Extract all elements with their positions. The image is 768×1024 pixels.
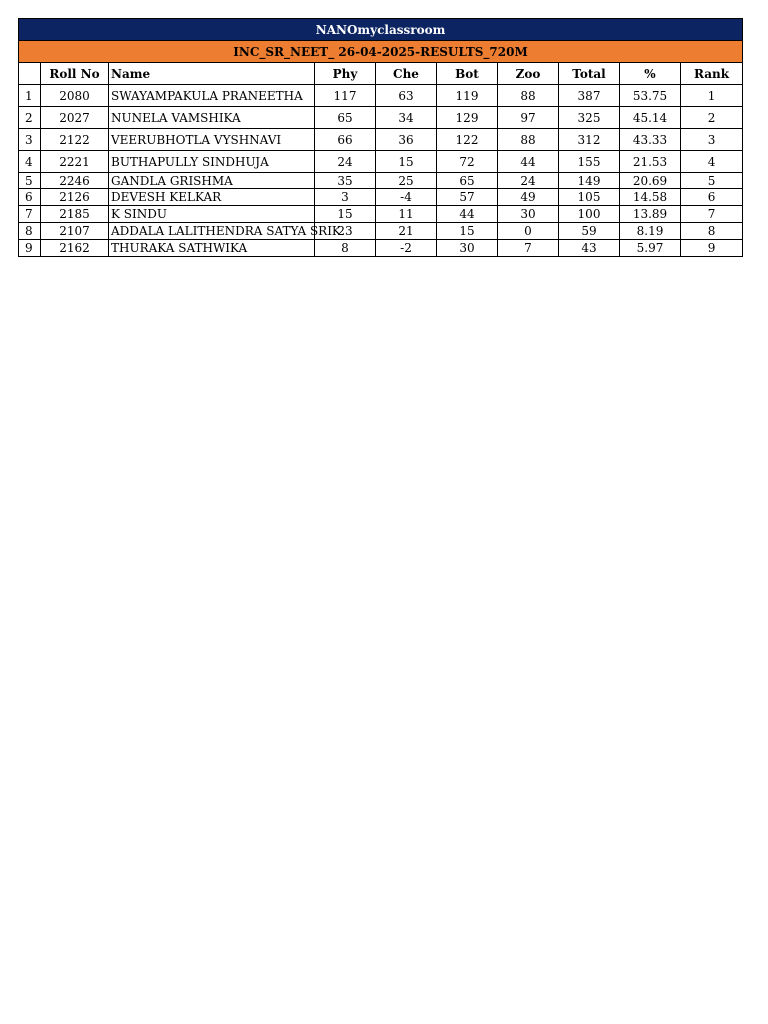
bot-cell: 119 <box>437 85 498 107</box>
bot-cell: 15 <box>437 223 498 240</box>
row-index: 2 <box>19 107 41 129</box>
name-cell: DEVESH KELKAR <box>109 189 315 206</box>
name-cell: K SINDU <box>109 206 315 223</box>
table-row <box>19 206 743 223</box>
bot-cell: 129 <box>437 107 498 129</box>
roll-no-cell: 2246 <box>41 173 109 189</box>
total-cell: 312 <box>559 129 620 151</box>
name-cell: GANDLA GRISHMA <box>109 173 315 189</box>
che-cell: -4 <box>376 189 437 206</box>
table-row <box>19 129 743 151</box>
rank-cell: 4 <box>681 151 743 173</box>
column-header-bot: Bot <box>437 63 498 85</box>
percent-cell: 45.14 <box>620 107 681 129</box>
roll-no-cell: 2080 <box>41 85 109 107</box>
column-header-percent: % <box>620 63 681 85</box>
bot-cell: 72 <box>437 151 498 173</box>
column-header-name: Name <box>109 63 315 85</box>
rank-cell: 9 <box>681 240 743 257</box>
che-cell: 34 <box>376 107 437 129</box>
column-header-phy: Phy <box>315 63 376 85</box>
rank-cell: 5 <box>681 173 743 189</box>
total-cell: 43 <box>559 240 620 257</box>
roll-no-cell: 2162 <box>41 240 109 257</box>
column-header-index <box>19 63 41 85</box>
roll-no-cell: 2185 <box>41 206 109 223</box>
name-cell: ADDALA LALITHENDRA SATYA SRIK <box>109 223 315 240</box>
total-cell: 100 <box>559 206 620 223</box>
rank-cell: 8 <box>681 223 743 240</box>
zoo-cell: 88 <box>498 85 559 107</box>
table-row <box>19 85 743 107</box>
bot-cell: 30 <box>437 240 498 257</box>
total-cell: 155 <box>559 151 620 173</box>
column-header-rank: Rank <box>681 63 743 85</box>
che-cell: 63 <box>376 85 437 107</box>
zoo-cell: 49 <box>498 189 559 206</box>
row-index: 9 <box>19 240 41 257</box>
column-header-roll-no: Roll No <box>41 63 109 85</box>
rank-cell: 3 <box>681 129 743 151</box>
table-row <box>19 151 743 173</box>
table-row <box>19 173 743 189</box>
bot-cell: 44 <box>437 206 498 223</box>
che-cell: 11 <box>376 206 437 223</box>
che-cell: 25 <box>376 173 437 189</box>
phy-cell: 8 <box>315 240 376 257</box>
total-cell: 387 <box>559 85 620 107</box>
bot-cell: 65 <box>437 173 498 189</box>
zoo-cell: 88 <box>498 129 559 151</box>
table-row <box>19 240 743 257</box>
phy-cell: 65 <box>315 107 376 129</box>
row-index: 1 <box>19 85 41 107</box>
percent-cell: 5.97 <box>620 240 681 257</box>
row-index: 8 <box>19 223 41 240</box>
phy-cell: 15 <box>315 206 376 223</box>
bot-cell: 57 <box>437 189 498 206</box>
roll-no-cell: 2122 <box>41 129 109 151</box>
sheet-title: NANOmyclassroom <box>19 19 743 41</box>
percent-cell: 21.53 <box>620 151 681 173</box>
phy-cell: 23 <box>315 223 376 240</box>
zoo-cell: 44 <box>498 151 559 173</box>
name-cell: THURAKA SATHWIKA <box>109 240 315 257</box>
che-cell: -2 <box>376 240 437 257</box>
rank-cell: 6 <box>681 189 743 206</box>
phy-cell: 3 <box>315 189 376 206</box>
name-cell: SWAYAMPAKULA PRANEETHA <box>109 85 315 107</box>
bot-cell: 122 <box>437 129 498 151</box>
rank-cell: 7 <box>681 206 743 223</box>
column-header-row <box>19 63 743 85</box>
table-row <box>19 189 743 206</box>
roll-no-cell: 2027 <box>41 107 109 129</box>
row-index: 4 <box>19 151 41 173</box>
total-cell: 105 <box>559 189 620 206</box>
che-cell: 36 <box>376 129 437 151</box>
phy-cell: 117 <box>315 85 376 107</box>
sheet-subtitle: INC_SR_NEET_ 26-04-2025-RESULTS_720M <box>19 41 743 63</box>
roll-no-cell: 2221 <box>41 151 109 173</box>
total-cell: 59 <box>559 223 620 240</box>
percent-cell: 20.69 <box>620 173 681 189</box>
name-cell: BUTHAPULLY SINDHUJA <box>109 151 315 173</box>
zoo-cell: 97 <box>498 107 559 129</box>
column-header-total: Total <box>559 63 620 85</box>
zoo-cell: 0 <box>498 223 559 240</box>
zoo-cell: 24 <box>498 173 559 189</box>
row-index: 3 <box>19 129 41 151</box>
column-header-zoo: Zoo <box>498 63 559 85</box>
che-cell: 21 <box>376 223 437 240</box>
rank-cell: 1 <box>681 85 743 107</box>
name-cell: VEERUBHOTLA VYSHNAVI <box>109 129 315 151</box>
phy-cell: 66 <box>315 129 376 151</box>
roll-no-cell: 2107 <box>41 223 109 240</box>
table-row <box>19 107 743 129</box>
rank-cell: 2 <box>681 107 743 129</box>
phy-cell: 24 <box>315 151 376 173</box>
roll-no-cell: 2126 <box>41 189 109 206</box>
subtitle-row <box>19 41 743 63</box>
table-row <box>19 223 743 240</box>
zoo-cell: 7 <box>498 240 559 257</box>
name-cell: NUNELA VAMSHIKA <box>109 107 315 129</box>
total-cell: 149 <box>559 173 620 189</box>
percent-cell: 13.89 <box>620 206 681 223</box>
row-index: 5 <box>19 173 41 189</box>
title-row <box>19 19 743 41</box>
percent-cell: 14.58 <box>620 189 681 206</box>
percent-cell: 43.33 <box>620 129 681 151</box>
column-header-che: Che <box>376 63 437 85</box>
results-table <box>18 18 743 257</box>
row-index: 6 <box>19 189 41 206</box>
total-cell: 325 <box>559 107 620 129</box>
row-index: 7 <box>19 206 41 223</box>
percent-cell: 53.75 <box>620 85 681 107</box>
results-sheet <box>18 18 742 257</box>
phy-cell: 35 <box>315 173 376 189</box>
zoo-cell: 30 <box>498 206 559 223</box>
che-cell: 15 <box>376 151 437 173</box>
percent-cell: 8.19 <box>620 223 681 240</box>
